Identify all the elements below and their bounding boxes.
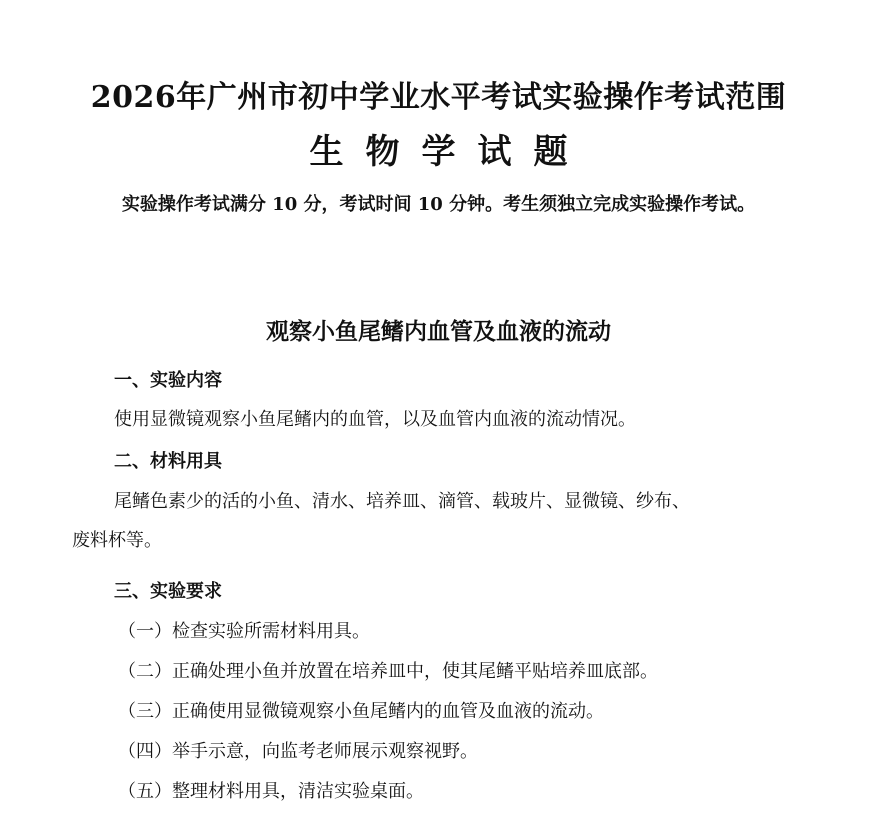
requirement-step-2: （二）正确处理小鱼并放置在培养皿中，使其尾鳍平贴培养皿底部。 xyxy=(118,661,658,682)
materials-text-line-1: 尾鳍色素少的活的小鱼、清水、培养皿、滴管、载玻片、显微镜、纱布、 xyxy=(114,491,690,512)
exam-notice: 实验操作考试满分 10 分，考试时间 10 分钟。考生须独立完成实验操作考试。 xyxy=(121,194,756,215)
experiment-title: 观察小鱼尾鳍内血管及血液的流动 xyxy=(266,318,611,345)
section-heading-materials: 二、材料用具 xyxy=(114,451,222,472)
requirement-step-5: （五）整理材料用具，清洁实验桌面。 xyxy=(118,781,424,802)
requirement-step-1: （一）检查实验所需材料用具。 xyxy=(118,621,370,642)
subject-title: 生物学试题 xyxy=(309,132,590,172)
requirement-step-3: （三）正确使用显微镜观察小鱼尾鳍内的血管及血液的流动。 xyxy=(118,701,604,722)
requirement-step-4: （四）举手示意，向监考老师展示观察视野。 xyxy=(118,741,478,762)
section-content-text: 使用显微镜观察小鱼尾鳍内的血管，以及血管内血液的流动情况。 xyxy=(114,409,636,430)
document-main-title: 2026年广州市初中学业水平考试实验操作考试范围 xyxy=(90,80,787,115)
section-heading-content: 一、实验内容 xyxy=(114,370,222,391)
materials-text-line-2: 废料杯等。 xyxy=(72,530,162,551)
section-heading-requirements: 三、实验要求 xyxy=(114,581,222,602)
